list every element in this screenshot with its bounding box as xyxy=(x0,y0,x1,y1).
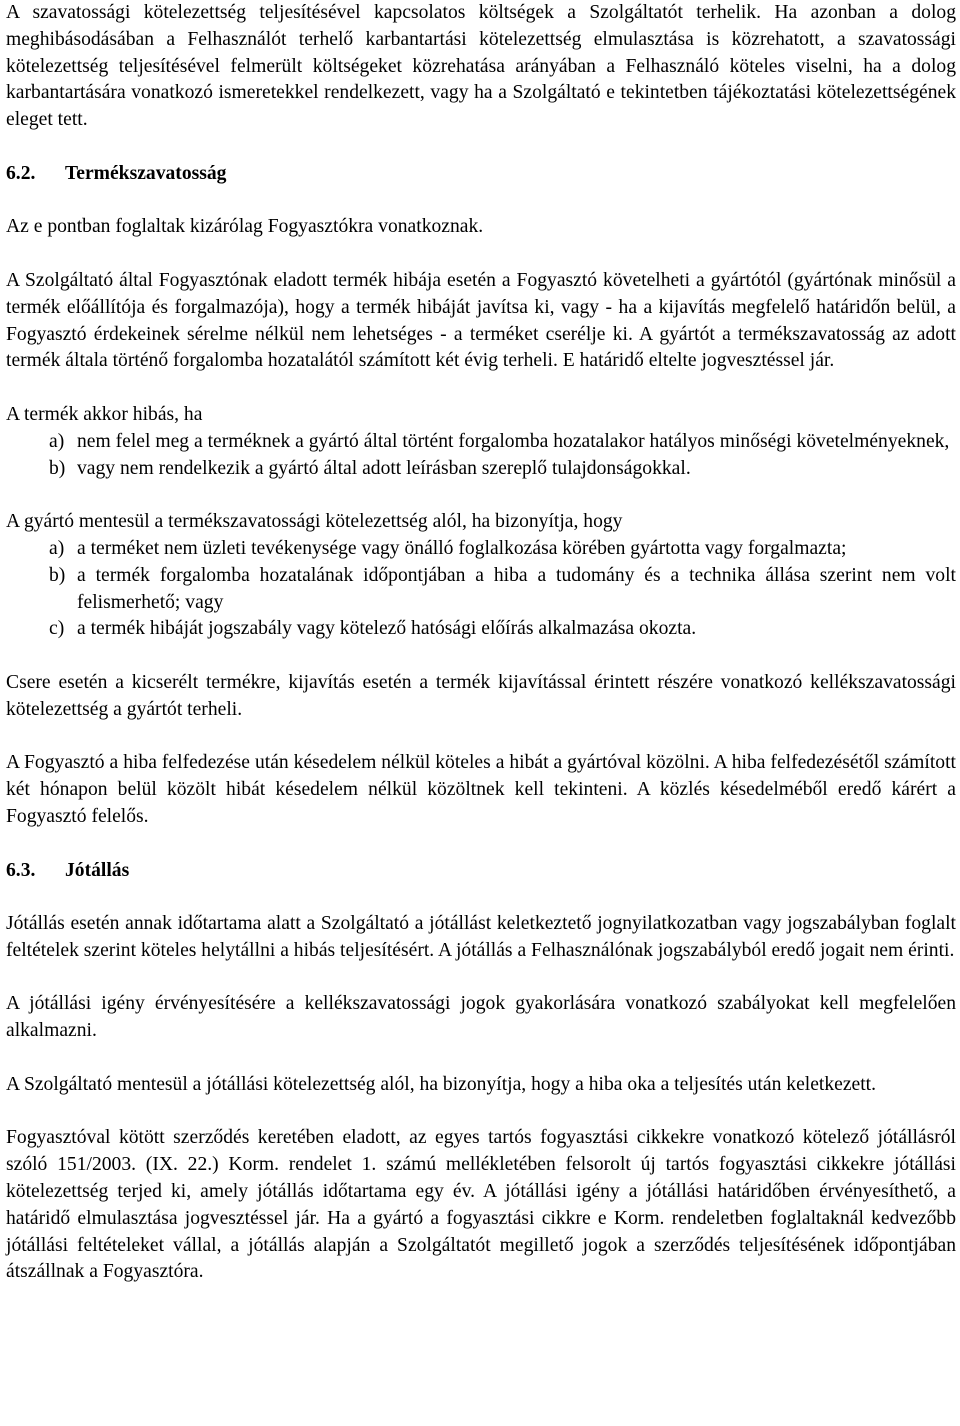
paragraph: Jótállás esetén annak időtartama alatt a Szolgáltató a jótállást keletkeztető jognyilatkozatban vagy jogszabályban foglalt feltételek szerint köteles helytállni a hibás teljesítésért. A jótállás a Felhasználónak jogszabályból eredő jogait nem érinti. xyxy=(6,913,956,961)
list-item-text: nem felel meg a terméknek a gyártó által történt forgalomba hozatalakor hatályos minőségi követelményeknek, xyxy=(77,430,950,452)
exemption-list xyxy=(6,536,956,643)
section-heading-6-3 xyxy=(6,858,956,885)
document-page xyxy=(6,0,956,1286)
list-item xyxy=(49,616,956,643)
list-item-text: a termék forgalomba hozatalának időpontjában a hiba a tudomány és a technika állása szerint nem volt felismerhető; vagy xyxy=(77,564,956,613)
defect-criteria-list xyxy=(6,429,956,483)
list-item-text: a terméket nem üzleti tevékenysége vagy önálló foglalkozása körében gyártotta vagy forgalmazta; xyxy=(77,537,847,559)
list-marker: c) xyxy=(49,618,65,640)
list-marker: a) xyxy=(49,430,65,452)
section-heading-6-2 xyxy=(6,161,956,188)
paragraph: Az e pontban foglaltak kizárólag Fogyasztókra vonatkoznak. xyxy=(6,216,484,238)
section-title: Jótállás xyxy=(65,859,130,881)
list-marker: a) xyxy=(49,537,65,559)
intro-paragraph: A szavatossági kötelezettség teljesítésével kapcsolatos költségek a Szolgáltatót terhelik. Ha azonban a dolog meghibásodásában a Felhasználót terhelő karbantartási kötelezettség elmulasztása is közrehatott, a szavatossági kötelezettség teljesítésével felmerült költségeket közrehatása arányában a Felhasználó köteles viselni, ha a dolog karbantartására vonatkozó ismeretekkel rendelkezett, vagy ha a Szolgáltató e tekintetben tájékoztatási kötelezettségének eleget tett. xyxy=(6,2,956,131)
list-item-text: vagy nem rendelkezik a gyártó által adott leírásban szereplő tulajdonságokkal. xyxy=(77,457,691,479)
paragraph: Fogyasztóval kötött szerződés keretében eladott, az egyes tartós fogyasztási cikkekre vonatkozó kötelező jótállásról szóló 151/2003. (IX. 22.) Korm. rendelet 1. számú mellékletében felsorolt új tartós fogyasztási cikkekre jótállási kötelezettség terjed ki, amely jótállás időtartama egy év. A jótállási igény a jótállási határidőben érvényesíthető, a határidő elmulasztása jogvesztéssel jár. Ha a gyártó a fogyasztási cikkre e Korm. rendeletben foglaltaknál kedvezőbb jótállási feltételeket vállal, a jótállás alapján a Szolgáltatót megillető jogok a szerződés teljesítésének időpontjában átszállnak a Fogyasztóra. xyxy=(6,1127,956,1283)
paragraph: A Fogyasztó a hiba felfedezése után késedelem nélkül köteles a hibát a gyártóval közölni. A hiba felfedezésétől számított két hónapon belül közölt hibát késedelem nélkül közöltnek kell tekinteni. A közlés késedelméből eredő kárért a Fogyasztó felelős. xyxy=(6,752,956,827)
list-item-text: a termék hibáját jogszabály vagy kötelező hatósági előírás alkalmazása okozta. xyxy=(77,618,697,640)
paragraph: A gyártó mentesül a termékszavatossági kötelezettség alól, ha bizonyítja, hogy xyxy=(6,511,623,533)
paragraph: Csere esetén a kicserélt termékre, kijavítás esetén a termék kijavítással érintett részére vonatkozó kellékszavatossági kötelezettség a gyártót terheli. xyxy=(6,671,956,720)
list-marker: b) xyxy=(49,564,66,586)
paragraph: A termék akkor hibás, ha xyxy=(6,403,203,425)
paragraph: A Szolgáltató által Fogyasztónak eladott termék hibája esetén a Fogyasztó követelheti a gyártótól (gyártónak minősül a termék előállítója és forgalmazója), hogy a termék hibáját javítsa ki, vagy - ha a kijavítás megfelelő határidőn belül, a Fogyasztó érdekeinek sérelme nélkül nem lehetséges - a terméket cserélje ki. A gyártót a termékszavatosság az adott termék általa történő forgalomba hozatalától számított két évig terheli. E határidő eltelte jogvesztéssel jár. xyxy=(6,269,956,372)
paragraph: A Szolgáltató mentesül a jótállási kötelezettség alól, ha bizonyítja, hogy a hiba oka a teljesítés után keletkezett. xyxy=(6,1073,877,1095)
section-number: 6.2. xyxy=(6,162,36,184)
list-item xyxy=(49,429,956,456)
paragraph: A jótállási igény érvényesítésére a kellékszavatossági jogok gyakorlására vonatkozó szabályokat kell megfelelően alkalmazni. xyxy=(6,993,956,1042)
section-title: Termékszavatosság xyxy=(65,162,227,184)
list-item xyxy=(49,563,956,617)
list-item xyxy=(49,536,956,563)
list-marker: b) xyxy=(49,457,66,479)
section-number: 6.3. xyxy=(6,859,36,881)
list-item xyxy=(49,456,956,483)
